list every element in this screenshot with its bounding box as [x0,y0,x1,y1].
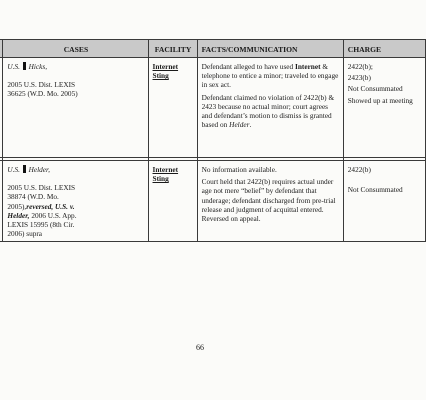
charge-item: Showed up at meeting [347,95,413,105]
case-name: Hicks, [28,62,48,71]
table-header-row [0,40,426,58]
charge-item: Not Consummated [347,84,403,94]
header-facts: FACTS/COMMUNICATION [197,40,343,58]
table-row [0,58,426,158]
case-prefix: U.S. [7,62,20,71]
page-number: 66 [196,343,204,352]
citation-line: LEXIS 15995 (8th Cir. [7,220,75,230]
table-row [0,161,426,242]
charge-item: 2422(b); [347,62,373,71]
charge-cell [343,58,425,158]
citation-line: 2005 U.S. Dist. LEXIS [7,80,76,90]
header-facility: FACILITY [148,40,197,58]
citation-line: 38874 (W.D. Mo. [7,192,59,202]
facility-cell [148,161,197,242]
case-cell [3,161,148,242]
facility-cell [148,58,197,158]
citation-line: 2005 U.S. Dist. LEXIS [7,183,76,193]
case-cell [3,58,148,158]
facts-cell [197,161,343,242]
header-charge: CHARGE [343,40,425,58]
redaction-mark [23,165,26,173]
header-cases: CASES [3,40,148,58]
charge-item: 2422(b) [347,165,371,174]
case-table [0,39,426,242]
citation-line: 2005),reversed, U.S. v. [7,201,75,211]
citation-line: Helder, 2006 U.S. App. [7,210,77,220]
charge-item: Not Consummated [347,185,403,195]
facts-paragraph: No information available. [201,165,277,174]
facts-paragraph: Defendant alleged to have used Internet & telephone to entice a minor; traveled to engage in sex act. [201,62,339,90]
citation-line: 2006) supra [7,229,43,239]
facility-label: Sting [152,71,169,81]
case-prefix: U.S. [7,165,20,174]
facts-paragraph: Defendant claimed no violation of 2422(b) & 2423 because no actual minor; court agrees and defendant’s motion to dismiss is granted based on Helder. [201,92,335,130]
case-name: Helder, [28,165,50,174]
facility-label: Internet [152,62,179,71]
case-title [7,62,144,71]
charge-item: 2423(b) [347,73,371,83]
facility-label: Sting [152,174,169,184]
facility-label: Internet [152,165,179,174]
redaction-mark [23,62,26,70]
citation-line: 36625 (W.D. Mo. 2005) [7,89,78,99]
facts-paragraph: Court held that 2422(b) requires actual under age not mere “belief” by defendant that underage; defendant discharged from pre-trial release and judgment of acquittal entered. Reversed on appeal. [201,177,336,224]
case-title [7,165,144,174]
facts-cell [197,58,343,158]
charge-cell [343,161,425,242]
